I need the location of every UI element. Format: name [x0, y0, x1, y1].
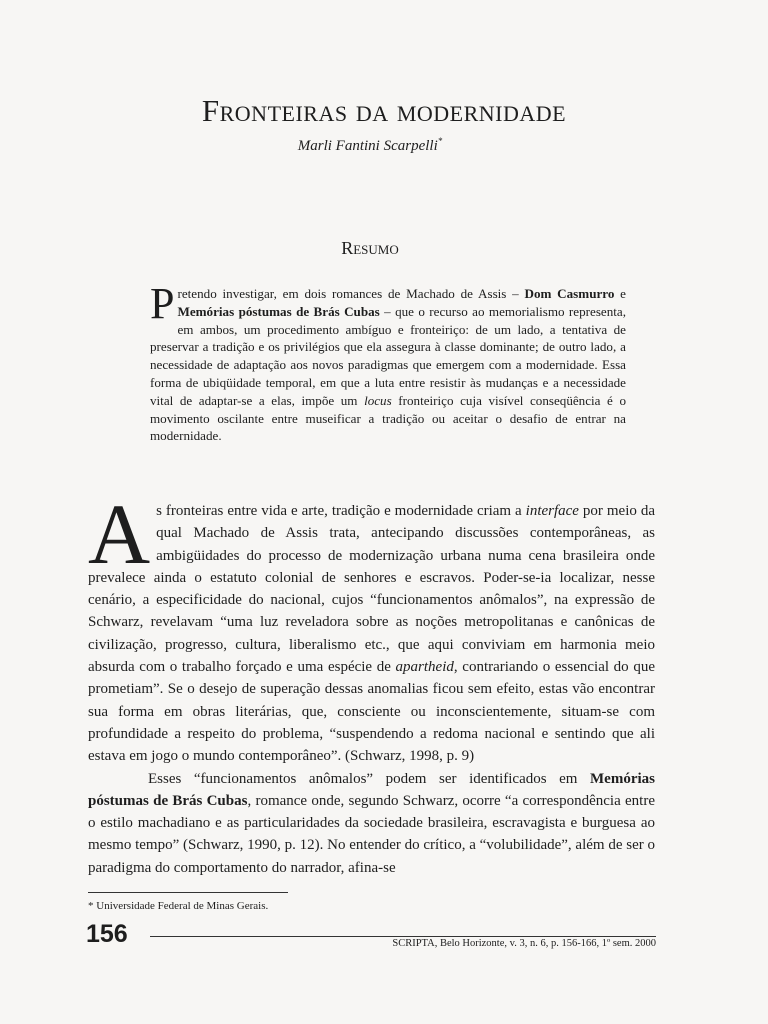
page-number: 156	[86, 920, 128, 948]
article-title: Fronteiras da modernidade	[201, 92, 567, 128]
body-text	[88, 486, 655, 879]
abstract-book-title: Dom Casmurro	[524, 286, 615, 301]
abstract-seg: – que o recurso ao memorialismo representa, em ambos, um procedimento ambíguo e fronteiriço: de um lado, a tentativa de preservar a tradição e os privilégios que ela assegura à classe dominante; de outro lado, a necessidade de adaptação aos novos paradigmas que emergem com a modernidade. Essa forma de ubiqüidade temporal, em que a luta entre resistir às mudanças e a necessidade vital de adaptar-se a elas, impõe um	[150, 303, 626, 408]
abstract-seg: fronteiriço cuja visível conseqüência é o movimento oscilante entre museificar a tradição ou aceitar o desafio de entrar na modernidade.	[150, 392, 626, 444]
footnote-divider	[88, 892, 288, 893]
author-line	[0, 136, 740, 155]
footer-divider	[150, 936, 656, 937]
abstract-text	[150, 279, 626, 445]
abstract-seg: e	[614, 286, 626, 301]
abstract-heading: Resumo	[341, 238, 399, 258]
body-paragraph-1	[88, 486, 655, 768]
body-seg: , contrariando o essencial do que prometiam”. Se o desejo de superação dessas anomalias ficou sem efeito, estas vão encontrar sua forma em obras literárias, que, consciente ou inconscientemente, situam-se com profundidade a respeito do problema, “suspendendo a redoma nacional e sentindo que ali estava em jogo o mundo contemporâneo”. (Schwarz, 1998, p. 9)	[88, 659, 655, 765]
body-seg: Esses “funcionamentos anômalos” podem ser identificados em	[148, 770, 591, 787]
journal-citation: SCRIPTA, Belo Horizonte, v. 3, n. 6, p. 156-166, 1º sem. 2000	[392, 938, 656, 949]
body-dropcap: A	[88, 486, 151, 582]
body-book-title: Memórias póstumas de Brás Cubas	[88, 770, 655, 809]
body-italic-term: apartheid	[395, 659, 454, 676]
body-seg: por meio da qual Machado de Assis trata, antecipando discussões contemporâneas, as ambigüidades do processo de modernização urbana numa cena brasileira onde prevalece ainda o estatuto colonial de senhores e escravos. Poder-se-ia localizar, nesse cenário, a especificidade do nacional, cujos “funcionamentos anômalos”, na expressão de Schwarz, revelavam “uma luz reveladora sobre as noções metropolitanas e canônicas de civilização, progresso, cultura, liberalismo etc., que aqui conviviam em harmonia meio absurda com o trabalho forçado e uma espécie de	[88, 503, 655, 676]
abstract-dropcap: P	[150, 279, 175, 328]
footnote: * Universidade Federal de Minas Gerais.	[88, 900, 269, 912]
abstract-italic-term: locus	[364, 392, 392, 408]
author-footnote-mark: *	[437, 136, 443, 146]
body-italic-term: interface	[525, 503, 579, 519]
abstract-book-title: Memórias póstumas de Brás Cubas	[177, 303, 380, 319]
body-paragraph-2	[88, 768, 655, 879]
author-name: Marli Fantini Scarpelli	[297, 138, 438, 154]
abstract-seg: retendo investigar, em dois romances de Machado de Assis –	[177, 286, 525, 301]
body-seg: s fronteiras entre vida e arte, tradição e modernidade criam a	[156, 503, 526, 519]
body-seg: , romance onde, segundo Schwarz, ocorre “a correspondência entre o estilo machadiano e as particularidades da sociedade brasileira, escravagista e burguesa ao mesmo tempo” (Schwarz, 1990, p. 12). No entender do crítico, a “volubilidade”, além de ser o paradigma do comportamento do narrador, afina-se	[88, 792, 655, 876]
